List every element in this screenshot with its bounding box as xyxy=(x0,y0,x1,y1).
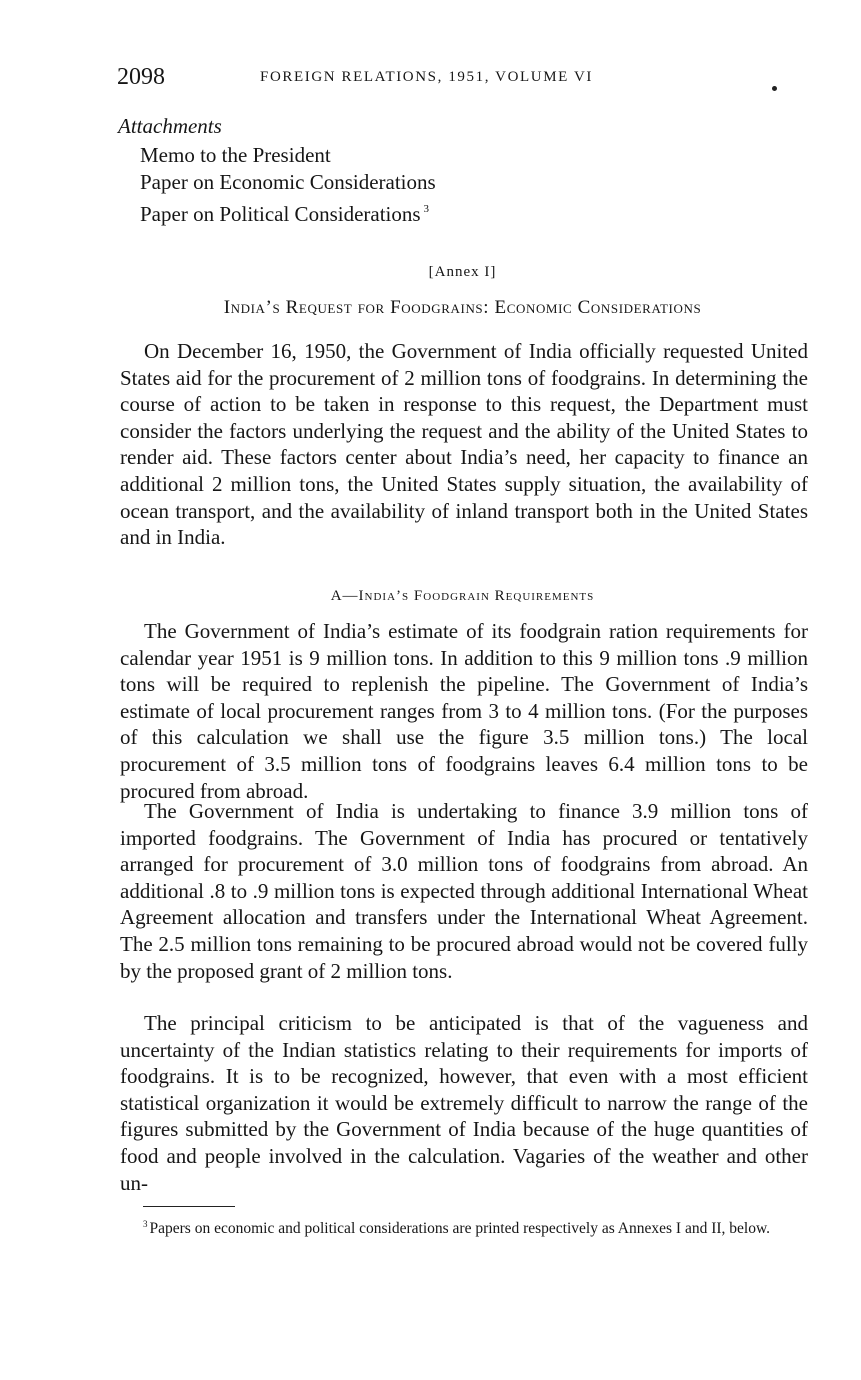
footnote-text: Papers on economic and political considerations are printed respectively as Annexes I and II, below. xyxy=(149,1220,771,1237)
body-paragraph: The principal criticism to be anticipated is that of the vagueness and uncertainty of the Indian statistics relating to their requirements for imports of foodgrains. It is to be recognized, however, that even with a most efficient statistical organization it would be extremely difficult to narrow the range of the figures submitted by the Government of India because of the huge quantities of food and people involved in the calculation. Vagaries of the weather and other un- xyxy=(120,1011,808,1195)
attachments-heading: Attachments xyxy=(118,114,222,138)
attachment-item: Memo to the President xyxy=(140,143,331,167)
body-paragraph: On December 16, 1950, the Government of India officially requested United States aid for the procurement of 2 million tons of foodgrains. In determining the course of action to be taken in response to this request, the Department must consider the factors underlying the request and the ability of the United States to render aid. These factors center about India’s need, her capacity to finance an additional 2 million tons, the United States supply situation, the availability of ocean transport, and the availability of inland transport both in the United States and in India. xyxy=(120,339,808,550)
attachments-list xyxy=(140,142,436,228)
page-header xyxy=(117,64,777,96)
annex-label: [Annex I] xyxy=(428,264,497,280)
attachment-item: Paper on Economic Considerations xyxy=(140,170,436,194)
ink-dot xyxy=(772,86,777,91)
page-number: 2098 xyxy=(117,64,165,90)
document-title: India’s Request for Foodgrains: Economic Considerations xyxy=(223,297,702,318)
body-paragraph: The Government of India’s estimate of its foodgrain ration requirements for calendar year 1951 is 9 million tons. In addition to this 9 million tons .9 million tons will be required to replenish the pipeline. The Government of India’s estimate of local procurement ranges from 3 to 4 million tons. (For the purposes of this calculation we shall use the figure 3.5 million tons.) The local procurement of 3.5 million tons of foodgrains leaves 6.4 million tons to be procured from abroad. xyxy=(120,619,808,803)
footnote-ref: 3 xyxy=(423,203,430,215)
attachment-item: Paper on Political Considerations $^3$ xyxy=(140,202,430,226)
section-heading: A—India’s Foodgrain Requirements xyxy=(330,588,595,604)
footnote-rule xyxy=(143,1206,235,1207)
running-head: FOREIGN RELATIONS, 1951, VOLUME VI xyxy=(260,69,594,85)
footnote xyxy=(125,1215,808,1238)
footnote-marker: 3 xyxy=(143,1219,148,1229)
body-paragraph: The Government of India is undertaking to finance 3.9 million tons of imported foodgrains. The Government of India has procured or tentatively arranged for procurement of 3.0 million tons of foodgrains from abroad. An additional .8 to .9 million tons is expected through additional International Wheat Agreement allocation and transfers under the International Wheat Agreement. The 2.5 million tons remaining to be procured abroad would not be covered fully by the proposed grant of 2 million tons. xyxy=(120,799,808,983)
